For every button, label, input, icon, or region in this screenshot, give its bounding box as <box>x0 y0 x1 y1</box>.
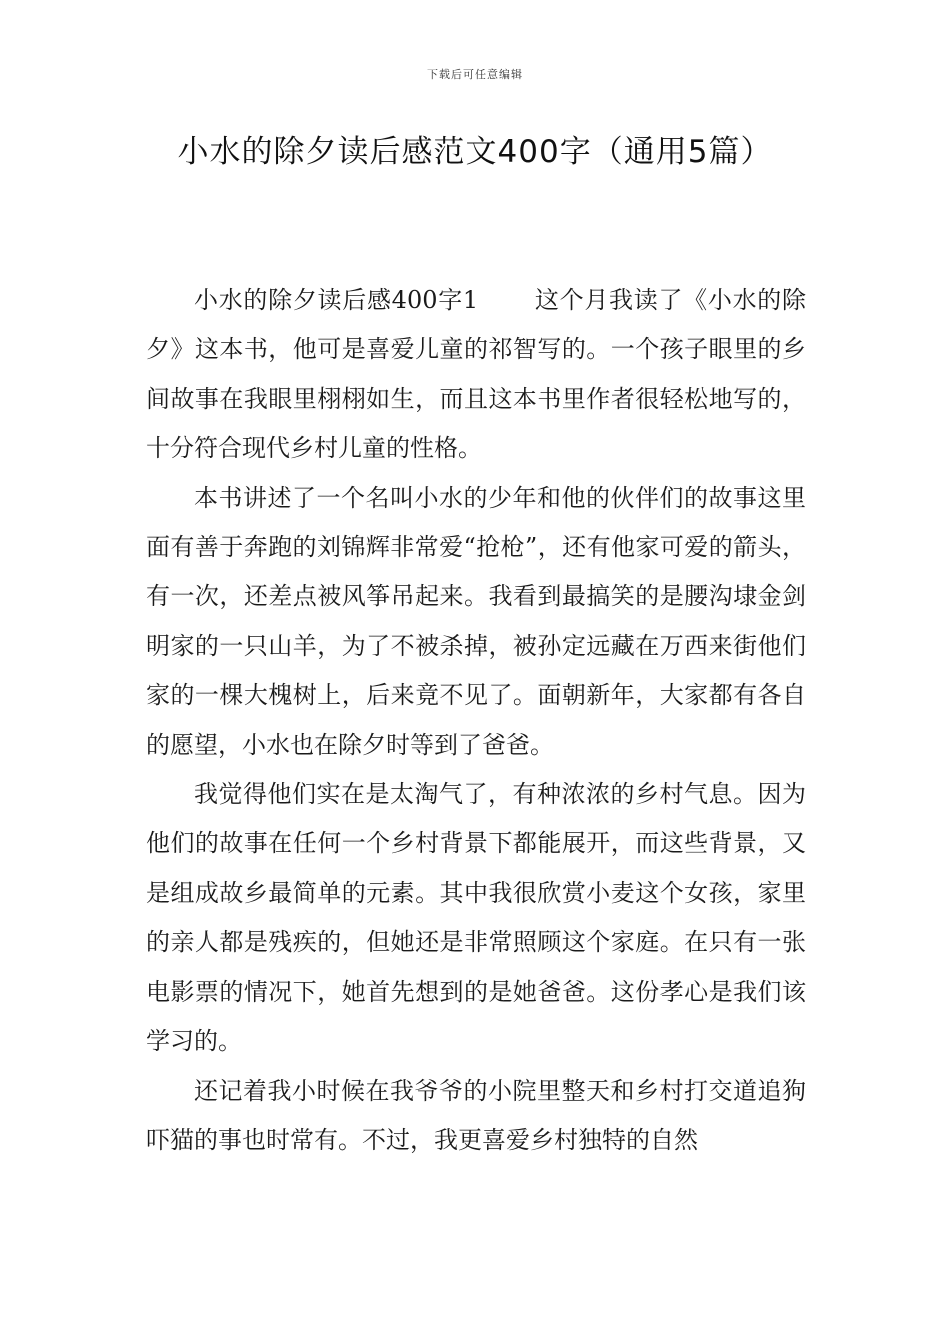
header-note: 下载后可任意编辑 <box>427 68 523 81</box>
paragraph-2: 本书讲述了一个名叫小水的少年和他的伙伴们的故事这里面有善于奔跑的刘锦辉非常爱“抢枪”，还有他家可爱的箭头，有一次，还差点被风筝吊起来。我看到最搞笑的是腰沟埭金剑明家的一只山羊，为了不被杀掉，被孙定远藏在万西来街他们家的一棵大槐树上，后来竟不见了。面朝新年，大家都有各自的愿望，小水也在除夕时等到了爸爸。 <box>146 483 806 759</box>
page-title: 小水的除夕读后感范文400字（通用5篇） <box>177 134 773 170</box>
paragraph-3: 我觉得他们实在是太淘气了，有种浓浓的乡村气息。因为他们的故事在任何一个乡村背景下都能展开，而这些背景，又是组成故乡最简单的元素。其中我很欣赏小麦这个女孩，家里的亲人都是残疾的，但她还是非常照顾这个家庭。在只有一张电影票的情况下，她首先想到的是她爸爸。这份孝心是我们该学习的。 <box>146 780 806 1056</box>
paragraph-1 <box>146 276 806 474</box>
paragraph-4: 还记着我小时候在我爷爷的小院里整天和乡村打交道追狗吓猫的事也时常有。不过，我更喜爱乡村独特的自然 <box>146 1076 806 1154</box>
document-body <box>146 276 806 1165</box>
paragraph-1-text: 这个月我读了《小水的除夕》这本书，他可是喜爱儿童的祁智写的。一个孩子眼里的乡间故事在我眼里栩栩如生，而且这本书里作者很轻松地写的，十分符合现代乡村儿童的性格。 <box>146 286 807 463</box>
section-heading: 小水的除夕读后感400字1 <box>194 286 479 314</box>
